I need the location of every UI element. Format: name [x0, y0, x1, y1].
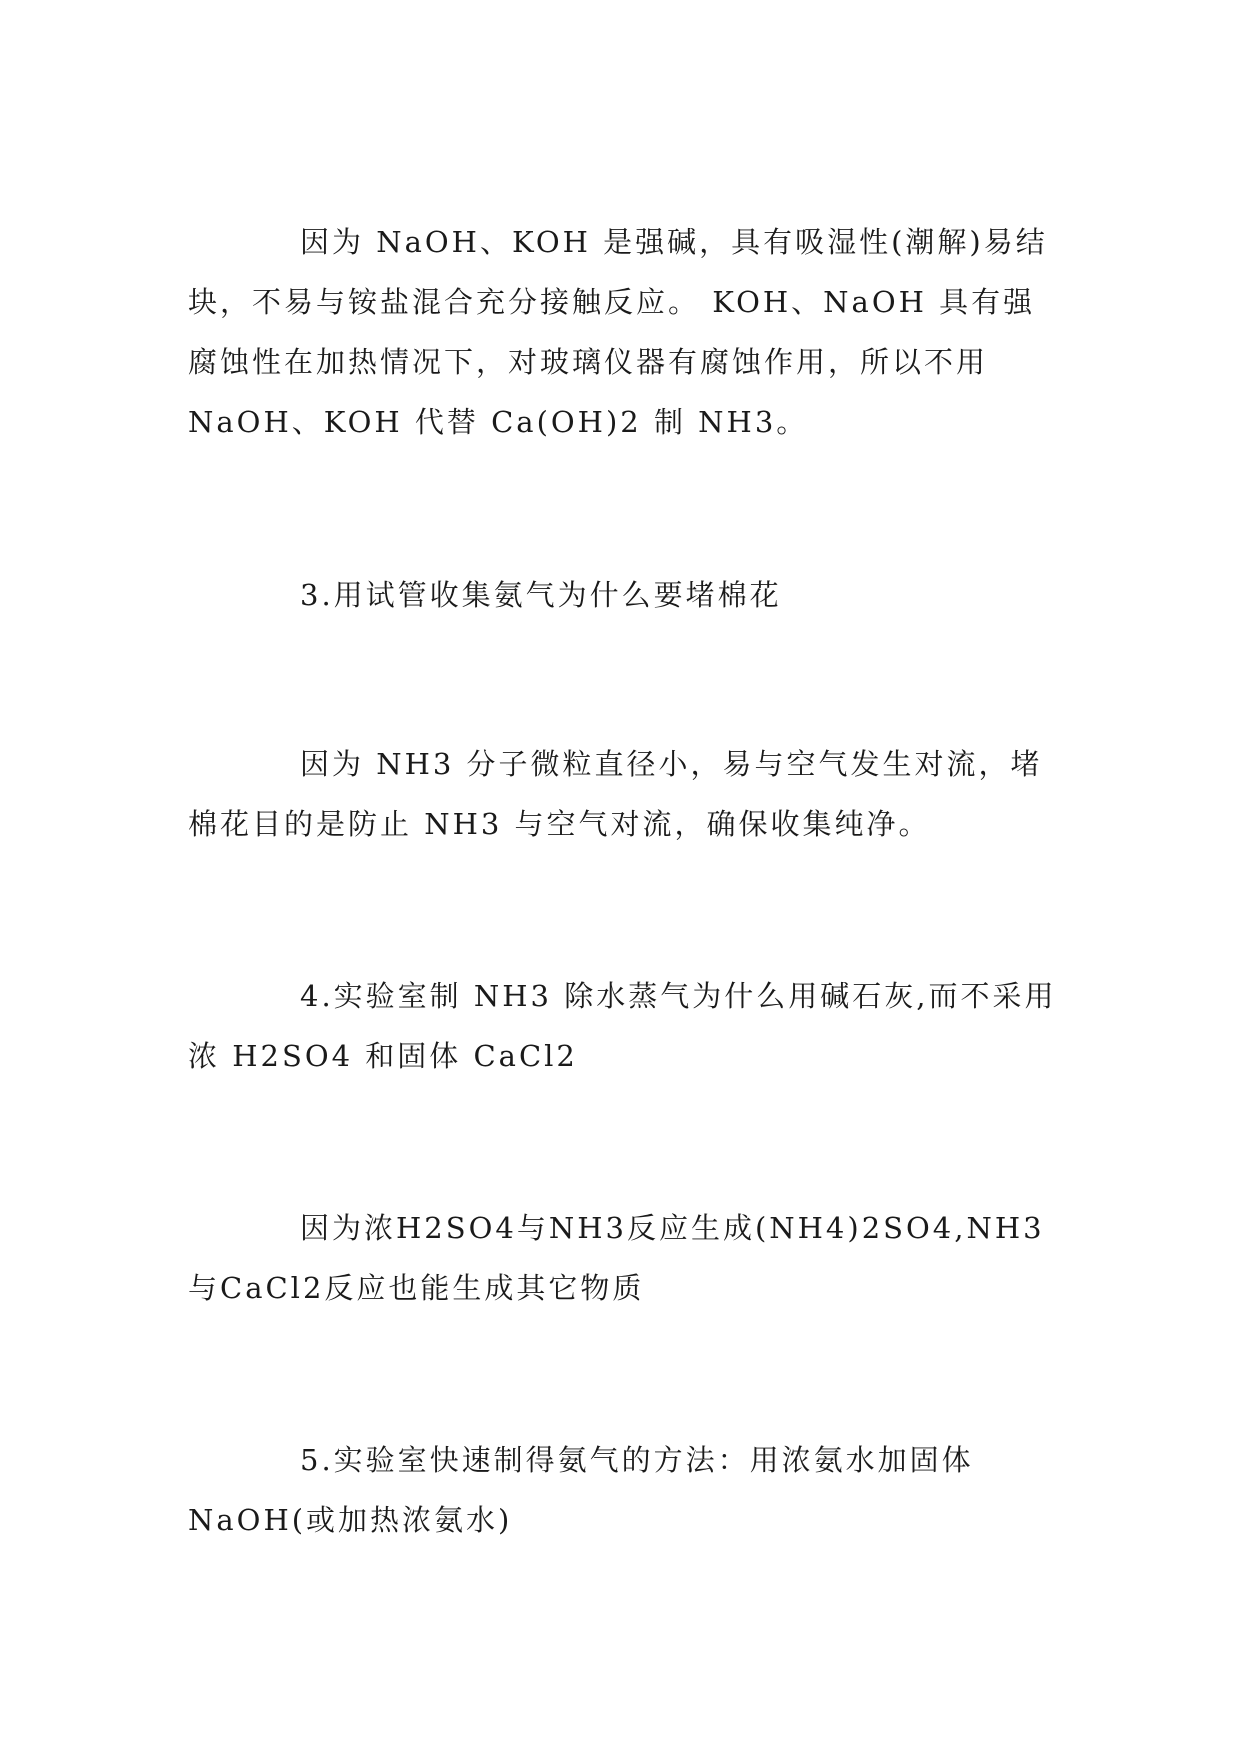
answer-3-paragraph: 因为 NH3 分子微粒直径小，易与空气发生对流，堵棉花目的是防止 NH3 与空气对流，确保收集纯净。: [188, 747, 1043, 841]
question-3-heading: 3.用试管收集氨气为什么要堵棉花: [300, 578, 782, 612]
answer-4-paragraph: 因为浓H2SO4与NH3反应生成(NH4)2SO4,NH3与CaCl2反应也能生成其它物质: [188, 1211, 1045, 1305]
question-5-paragraph: 5.实验室快速制得氨气的方法：用浓氨水加固体NaOH(或加热浓氨水): [188, 1443, 974, 1537]
paragraph-naoh-koh-explanation: 因为 NaOH、KOH 是强碱，具有吸湿性(潮解)易结块，不易与铵盐混合充分接触反应。 KOH、NaOH 具有强腐蚀性在加热情况下，对玻璃仪器有腐蚀作用，所以不用 NaOH、KOH 代替 Ca(OH)2 制 NH3。: [188, 225, 1048, 439]
question-4-heading: 4.实验室制 NH3 除水蒸气为什么用碱石灰,而不采用浓 H2SO4 和固体 CaCl2: [188, 979, 1057, 1073]
